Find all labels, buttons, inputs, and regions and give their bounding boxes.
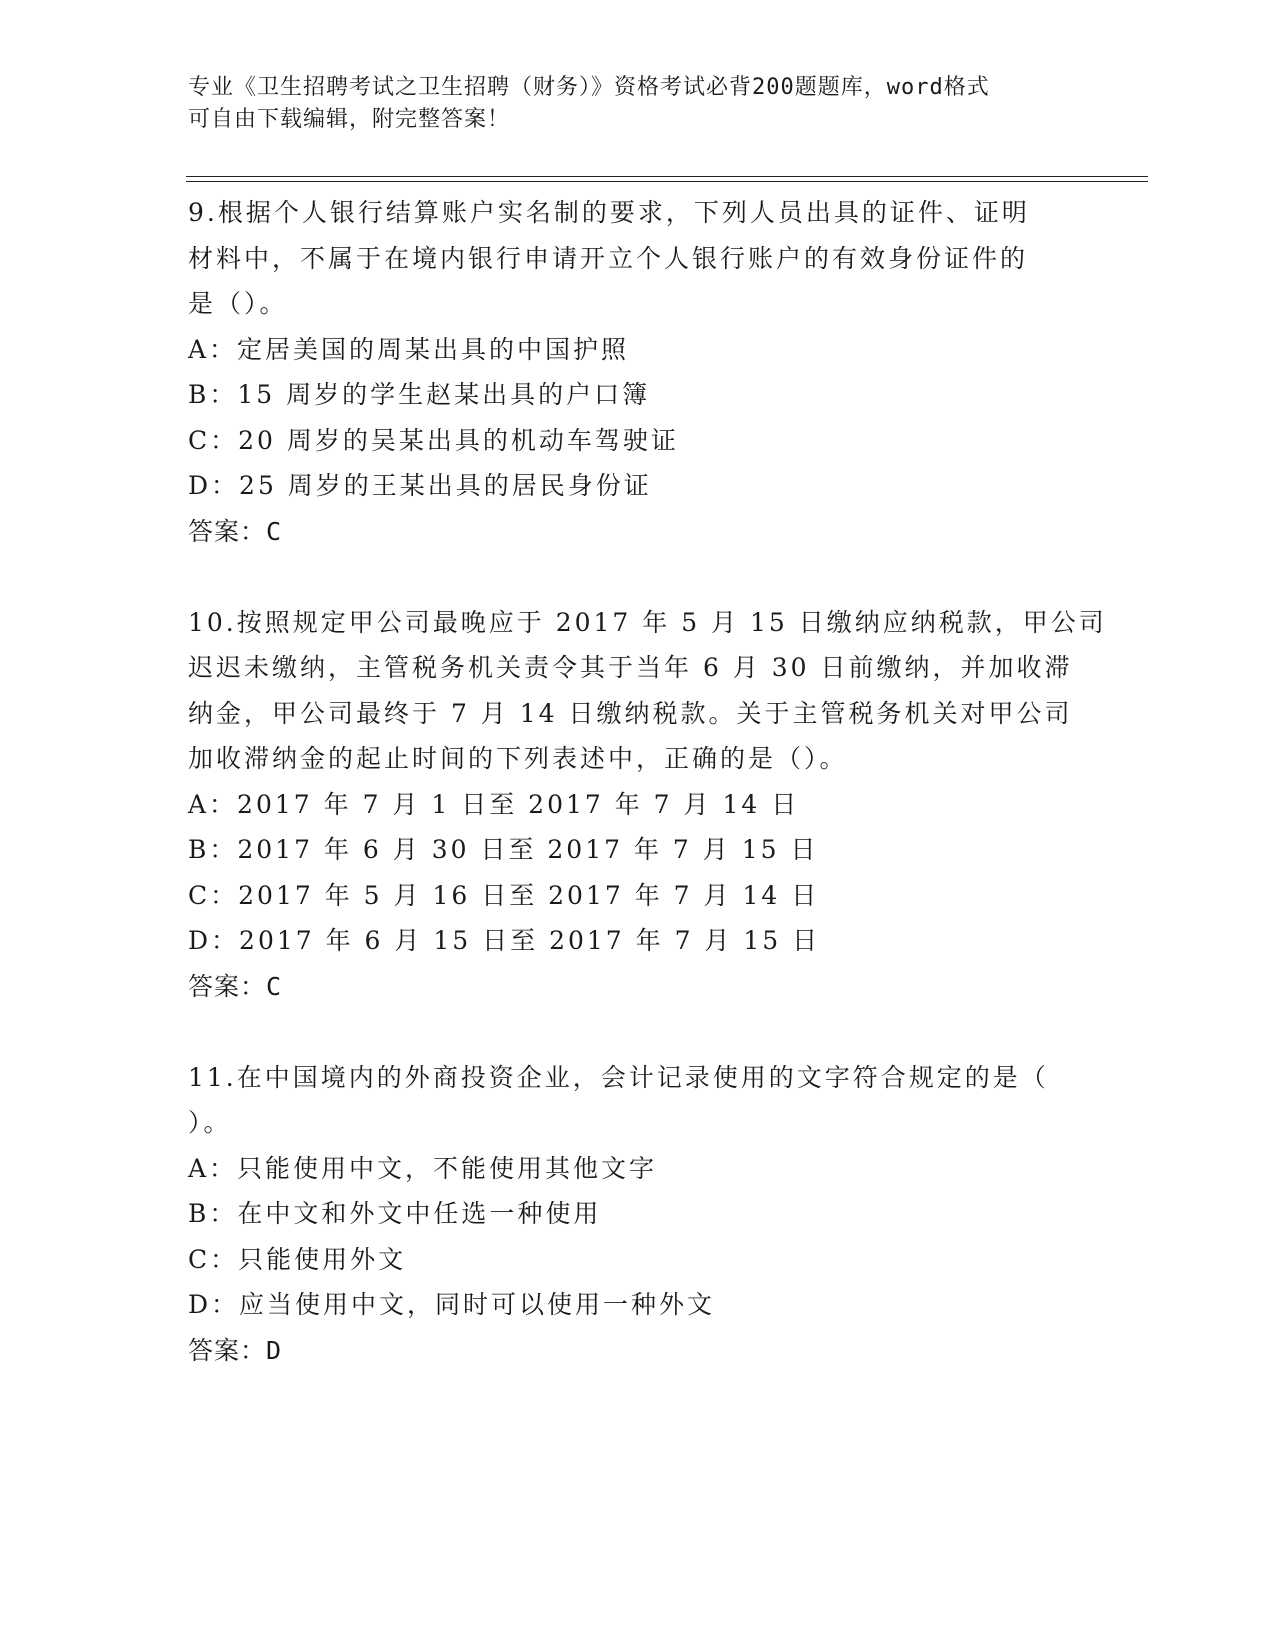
- header-title-line-2: 可自由下载编辑，附完整答案！: [188, 107, 511, 132]
- question-9-option-d: D：25 周岁的王某出具的居民身份证: [188, 471, 652, 500]
- header-title-line-1: 专业《卫生招聘考试之卫生招聘（财务）》资格考试必背200题题库，word格式: [188, 75, 990, 100]
- question-list: [188, 190, 1107, 1373]
- question-9-text-line-2: 材料中，不属于在境内银行申请开立个人银行账户的有效身份证件的: [188, 243, 1029, 273]
- question-9-option-c: C：20 周岁的吴某出具的机动车驾驶证: [188, 425, 679, 455]
- question-11-option-b: B：在中文和外文中任选一种使用: [188, 1199, 602, 1228]
- question-10-option-b: B：2017 年 6 月 30 日至 2017 年 7 月 15 日: [188, 835, 819, 864]
- question-10-option-d: D：2017 年 6 月 15 日至 2017 年 7 月 15 日: [188, 926, 821, 955]
- question-9-text-line-1: 9.根据个人银行结算账户实名制的要求，下列人员出具的证件、证明: [188, 198, 1030, 227]
- question-11-option-c: C：只能使用外文: [188, 1244, 407, 1274]
- question-10-text-line-4: 加收滞纳金的起止时间的下列表述中，正确的是（）。: [188, 744, 848, 773]
- question-9: [188, 190, 1088, 554]
- question-10-option-c: C：2017 年 5 月 16 日至 2017 年 7 月 14 日: [188, 880, 820, 910]
- question-10-option-a: A：2017 年 7 月 1 日至 2017 年 7 月 14 日: [188, 789, 800, 819]
- question-9-option-b: B：15 周岁的学生赵某出具的户口簿: [188, 380, 651, 409]
- question-10-text-line-1: 10.按照规定甲公司最晚应于 2017 年 5 月 15 日缴纳应纳税款，甲公司: [188, 607, 1107, 637]
- question-11-option-a: A：只能使用中文，不能使用其他文字: [188, 1153, 658, 1183]
- question-11-text-line-1: 11.在中国境内的外商投资企业，会计记录使用的文字符合规定的是（: [188, 1062, 1049, 1092]
- question-11-answer: 答案：D: [188, 1335, 283, 1365]
- question-11-text-line-2: ）。: [188, 1108, 232, 1137]
- header-divider-bottom: [186, 181, 1148, 182]
- question-10-answer: 答案：C: [188, 971, 283, 1001]
- question-9-text-line-3: 是（）。: [188, 289, 288, 318]
- question-10-text-line-2: 迟迟未缴纳，主管税务机关责令其于当年 6 月 30 日前缴纳，并加收滞: [188, 653, 1073, 682]
- question-9-option-a: A：定居美国的周某出具的中国护照: [188, 334, 630, 364]
- question-10-text-line-3: 纳金，甲公司最终于 7 月 14 日缴纳税款。关于主管税务机关对甲公司: [188, 698, 1073, 728]
- question-10: [188, 600, 1107, 1010]
- question-11-option-d: D：应当使用中文，同时可以使用一种外文: [188, 1290, 716, 1319]
- document-header: [188, 72, 1068, 136]
- header-divider-top: [186, 176, 1148, 177]
- question-11: [188, 1055, 1088, 1374]
- question-9-answer: 答案：C: [188, 516, 283, 546]
